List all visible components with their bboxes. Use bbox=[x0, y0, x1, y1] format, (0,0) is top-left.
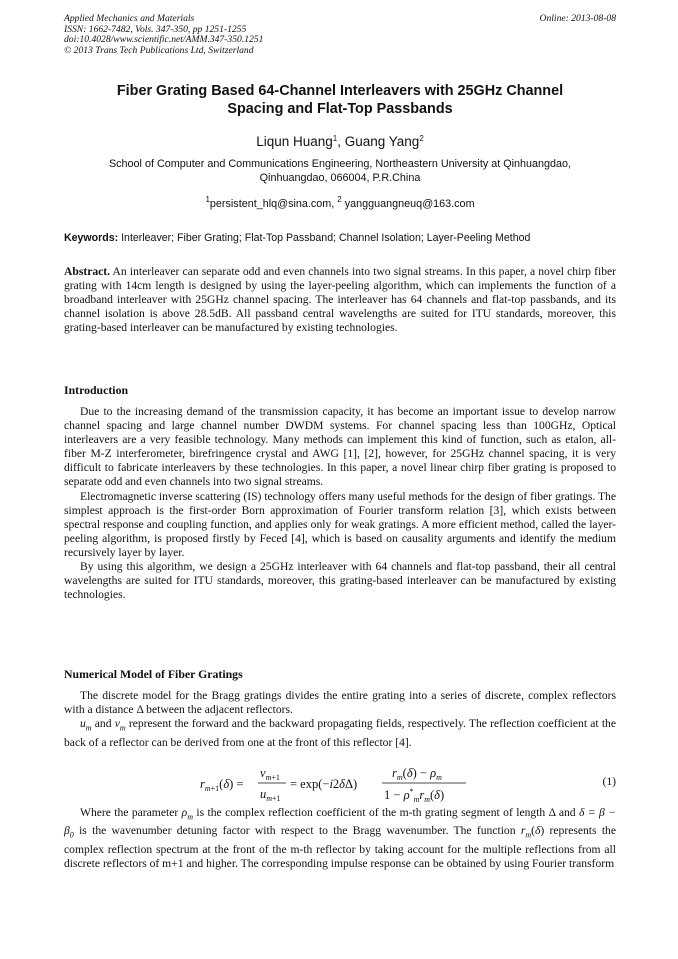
email-1[interactable]: persistent_hlq@sina.com, bbox=[209, 198, 338, 210]
intro-paragraph-2: Electromagnetic inverse scattering (IS) technology offers many useful methods for the design of fiber gratings. The simplest approach is the first-order Born approximation of Fourier transform relation [3], which exists between spectral response and coupling function, and applies only for weak gratings. A more efficient method, called the layer-peeling algorithm, is proposed firstly by Feced [4], which is based on causality arguments and identify the medium recursively layer by layer. bbox=[64, 489, 616, 559]
journal-name: Applied Mechanics and Materials bbox=[64, 13, 195, 24]
email-1-mark: 1 bbox=[205, 195, 210, 204]
introduction-heading: Introduction bbox=[64, 383, 129, 397]
equation-1-number: (1) bbox=[602, 775, 616, 788]
model-heading: Numerical Model of Fiber Gratings bbox=[64, 667, 243, 681]
svg-text:= exp(−i2δΔ): = exp(−i2δΔ) bbox=[290, 777, 358, 791]
keywords bbox=[64, 231, 624, 245]
equation-1 bbox=[64, 763, 616, 805]
svg-text:rm(δ) − ρm: $r_m(\delta) - \rho_m$ bbox=[392, 766, 442, 782]
model-body-continued bbox=[64, 806, 616, 871]
model-body bbox=[64, 689, 616, 750]
model-p3-part-b: is the complex reflection coefficient of the m-th grating segment of length Δ and bbox=[192, 806, 579, 819]
doi-line: doi:10.4028/www.scientific.net/AMM.347-350.1251 bbox=[64, 34, 264, 46]
abstract bbox=[64, 265, 616, 335]
affiliation bbox=[64, 157, 616, 185]
intro-paragraph-3: By using this algorithm, we design a 25GHz interleaver with 64 channels and flat-top passband, their all central wavelengths are suited for ITU standards, moreover, this grating-based interleaver can be manufactured by existing technologies. bbox=[64, 560, 616, 602]
email-2[interactable]: yangguangneuq@163.com bbox=[341, 198, 475, 210]
author-1: Liqun Huang bbox=[256, 134, 333, 149]
model-p3-part-c: is the wavenumber detuning factor with respect to the Bragg wavenumber. The function bbox=[73, 824, 521, 838]
online-date: Online: 2013-08-08 bbox=[539, 13, 616, 24]
abstract-label: Abstract. bbox=[64, 265, 111, 278]
svg-text:1 − ρ*mrm(δ): $1 - \rho^*_mr_m(\delta)$ bbox=[384, 787, 445, 804]
model-paragraph-1: The discrete model for the Bragg gratings divides the entire grating into a series of discrete, complex reflectors with a distance Δ between the adjacent reflectors. bbox=[64, 689, 616, 717]
title-line-1: Fiber Grating Based 64-Channel Interleavers with 25GHz Channel bbox=[116, 83, 564, 99]
copyright-line: © 2013 Trans Tech Publications Ltd, Switzerland bbox=[64, 44, 254, 56]
model-paragraph-2: $u_m$ and $v_m$ represent the forward and the backward propagating fields, respectively. The reflection coefficient at the back of a reflector can be derived from one at the front of this reflector [4]. bbox=[64, 717, 616, 749]
paper-title bbox=[64, 82, 616, 118]
email-2-mark: 2 bbox=[337, 195, 342, 204]
affiliation-line-2: Qinhuangdao, 066004, P.R.China bbox=[259, 172, 421, 184]
journal-header bbox=[64, 14, 616, 56]
affiliation-line-1: School of Computer and Communications Engineering, Northeastern University at Qinhuangdao, bbox=[108, 158, 572, 170]
model-p2-part-b: represent the forward and the backward propagating fields, respectively. The reflection coefficient at the back of a reflector can be derived from one at the front of this reflector [4]. bbox=[64, 717, 616, 749]
svg-text:vm+1: $v_m+1$ bbox=[260, 766, 280, 782]
abstract-text: An interleaver can separate odd and even channels into two signal streams. In this paper, a novel chirp fiber grating with 14cm length is designed by using the layer-peeling algorithm, which can implements the function of a broadband interleaver with 25GHz channel spacing. The interleaver has 64 channels and flat-top passbands, and its channel isolation is above 28.5dB. All passband central wavelengths are suited for ITU standards, moreover, this grating-based interleaver can be manufactured by existing technologies. bbox=[64, 265, 616, 335]
model-paragraph-3: Where the parameter $\rho_m$ is the complex reflection coefficient of the m-th grating segment of length Δ and $\delta = \beta - \beta_0$ is the wavenumber detuning factor with respect to the Bragg wavenumber. The function $r_m(\delta)$ represents the complex reflection spectrum at the front of the m-th reflector by taking account for the multiple reflections from all discrete reflectors of m+1 and higher. The corresponding impulse response can be obtained by using Fourier transform bbox=[64, 806, 617, 870]
author-2: Guang Yang bbox=[344, 134, 420, 149]
author-separator: , bbox=[337, 134, 345, 149]
keywords-label: Keywords: bbox=[64, 232, 119, 244]
model-p3-part-a: Where the parameter bbox=[80, 806, 182, 819]
issn-line: ISSN: 1662-7482, Vols. 347-350, pp 1251-1255 bbox=[64, 23, 247, 35]
intro-paragraph-1: Due to the increasing demand of the transmission capacity, it has become an important issue to develop narrow channel spacing and large channel number DWDM systems. For channel spacing less than 100GHz, Optical interleavers are a very feasible technology. Many methods can implement this kind of function, such as etalon, all-fiber M-Z interferometer, birefringence crystal and AWG [1], [2], however, for 25GHz channel spacing, it is very difficult to fabricate interleavers by these technologies. In this paper, a novel linear chirp fiber grating is proposed to separate odd and even channels into two signal streams. bbox=[64, 405, 616, 489]
model-p3-part-d: represents the complex reflection spectrum at the front of the m-th reflector by taking account for the multiple reflections from all discrete reflectors of m+1 and higher. The corresponding impulse response can be obtained by using Fourier transform bbox=[64, 824, 616, 870]
author-list bbox=[64, 131, 616, 150]
keywords-text: Interleaver; Fiber Grating; Flat-Top Passband; Channel Isolation; Layer-Peeling Method bbox=[118, 232, 531, 244]
svg-text:rm+1(δ) =: $r_m+1(\delta)$ = bbox=[200, 777, 244, 793]
svg-text:um+1: $u_m+1$ bbox=[260, 787, 281, 803]
title-line-2: Spacing and Flat-Top Passbands bbox=[227, 101, 453, 117]
model-p2-part-a: and bbox=[91, 717, 115, 731]
author-1-affil-mark: 1 bbox=[332, 134, 338, 143]
author-emails bbox=[64, 193, 616, 211]
introduction-body bbox=[64, 405, 616, 602]
equation-1-formula bbox=[64, 763, 564, 805]
author-2-affil-mark: 2 bbox=[419, 134, 424, 143]
